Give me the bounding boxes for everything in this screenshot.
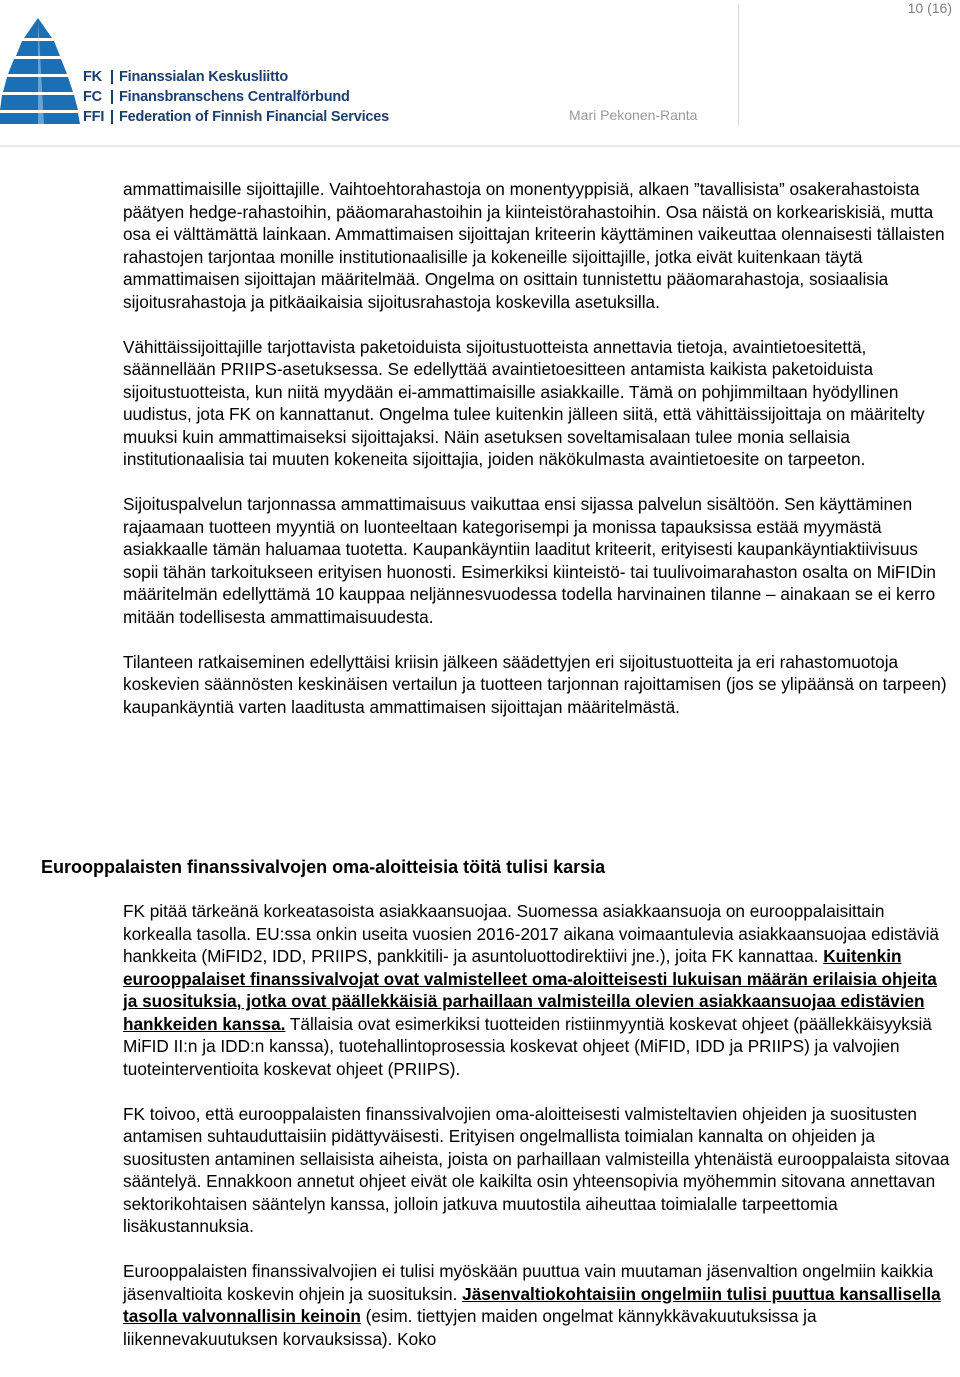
org-separator — [111, 110, 113, 124]
paragraph — [123, 900, 953, 1080]
paragraph: Vähittäissijoittajille tarjottavista paketoiduista sijoitustuotteista annettavia tietoja, avaintietoesitettä, säännellään PRIIPS-asetuksessa. Se edellyttää avaintietoesitteen antamista kaikista paketoiduista sijoitustuotteista, kun niitä myydään ei-ammattimaisille asiakkaille. Tämä on pohjimmiltaan hyödyllinen uudistus, jota FK on kannattanut. Ongelma tulee kuitenkin jälleen siitä, että vähittäissijoittaja on määritelty muuksi kuin ammattimaiseksi sijoittajaksi. Näin asetuksen soveltamisalaan tulee monia sellaisia institutionaalisia tai muuten kokeneita sijoittajia, joiden näkökulmasta avaintietoesite on tarpeeton. — [123, 336, 925, 469]
paragraph: Tilanteen ratkaiseminen edellyttäisi kriisin jälkeen säädettyjen eri sijoitustuotteita ja eri rahastomuotoja koskevien säännösten keskinäisen vertailun ja tuotteen tarjonnan rajoittamisen (jos se ylipäänsä on tarpeen) kaupankäyntiä varten laaditusta ammattimaisen sijoittajan määritelmästä. — [123, 651, 947, 717]
page-number: 10 (16) — [907, 0, 952, 16]
org-name: Federation of Finnish Financial Services — [119, 109, 389, 125]
body-section-2 — [123, 900, 953, 1373]
section-heading: Eurooppalaisten finanssivalvojen oma-aloitteisia töitä tulisi karsia — [41, 857, 606, 877]
paragraph: Sijoituspalvelun tarjonnassa ammattimaisuus vaikuttaa ensi sijassa palvelun sisältöön. Sen käyttäminen rajaamaan tuotteen myyntiä on luonteeltaan kategorisempi ja monissa tapauksissa estää myymästä asiakkaalle tämän haluamaa tuotetta. Kaupankäyntiin laaditut kriteerit, erityisesti kaupankäyntiaktiivisuus sopii tähän tarkoitukseen erityisen huonosti. Esimerkiksi kiinteistö- tai tuulivoimarahaston osalta on MiFIDin määritelmän edellyttämä 10 kauppaa neljännesvuodessa todella harvinainen tilanne – ainakaan se ei kerro mitään todellisesta ammattimaisuudesta. — [123, 494, 936, 627]
org-abbr: FFI — [83, 109, 105, 125]
emphasized-text: Jäsenvaltiokohtaisiin ongelmiin tulisi puuttua kansallisella tasolla valvonnallisin keinoin — [123, 1283, 941, 1326]
organization-names — [83, 67, 389, 127]
paragraph-text: Tällaisia ovat esimerkiksi tuotteiden ristiinmyyntiä koskevat ohjeet (päällekkäisyyksiä MiFID II:n ja IDD:n kanssa), tuotehallintoprosessia koskevat ohjeet (MiFID, IDD ja PRIIPS) ja valvojien tuoteinterventioita koskevat ohjeet (PRIIPS). — [123, 1013, 932, 1079]
paragraph: FK toivoo, että eurooppalaisten finanssivalvojien oma-aloitteisesti valmisteltavien ohjeiden ja suositusten antamisen suhtauduttaisiin pidättyväisesti. Erityisen ongelmallista toimialan kannalta on ohjeiden ja suositusten antaminen sellaisista aiheista, joista on parhaillaan valmisteilla yhtenäistä eurooppalaista sitovaa sääntelyä. Ennakkoon annetut ohjeet eivät ole kaikilta osin yhteensopivia myöhemmin sitovana annettavan sektorikohtaisen sääntelyn kanssa, jolloin jatkuva muutostila aiheuttaa toimialalle tarpeettomia lisäkustannuksia. — [123, 1103, 950, 1236]
org-name: Finanssialan Keskusliitto — [119, 69, 289, 85]
paragraph-text: FK pitää tärkeänä korkeatasoista asiakkaansuojaa. Suomessa asiakkaansuoja on eurooppalaisittain korkealla tasolla. EU:ssa onkin useita vuosien 2016-2017 aikana voimaantulevia asiakkaansuojaa edistäviä hankkeita (MiFID2, IDD, PRIIPS, pankkitili- ja asuntoluottodirektiivi jne.), joita FK kannattaa. — [123, 901, 939, 966]
paragraph-text: (esim. tiettyjen maiden ongelmat kännykkävakuutuksissa ja liikennevakuutuksen korvauksissa). Koko — [123, 1306, 817, 1349]
paragraph-text: Eurooppalaisten finanssivalvojien ei tulisi myöskään puuttua vain muutaman jäsenvaltion ongelmiin kaikkia jäsenvaltioita koskevin ohjein ja suosituksin. — [123, 1261, 934, 1304]
org-line-fk — [83, 67, 389, 87]
org-line-fc — [83, 87, 389, 107]
emphasized-text: Kuitenkin eurooppalaiset finanssivalvojat ovat valmistelleet oma-aloitteisesti lukuisan määrän erilaisia ohjeita ja suosituksia, jotka ovat päällekkäisiä parhaillaan valmisteilla olevien asiakkaansuojaa edistävien hankkeiden kanssa. — [123, 946, 937, 1034]
paragraph: ammattimaisille sijoittajille. Vaihtoehtorahastoja on monentyyppisiä, alkaen ”tavallisista” osakerahastoista päätyen hedge-rahastoihin, pääomarahastoihin ja kiinteistörahastoihin. Osa näistä on korkeariskisiä, mutta osa ei välttämättä lainkaan. Ammattimaisen sijoittajan kriteerin käyttäminen vaikeuttaa olennaisesti tällaisten rahastojen tarjontaa monille institutionaalisille ja kokeneille sijoittajille, jotka eivät kuitenkaan täytä ammattimaisen sijoittajan määritelmää. Ongelma on osittain tunnistettu pääomarahastoja, sosiaalisia sijoitusrahastoja ja pitkäaikaisia sijoitusrahastoja koskevilla asetuksilla. — [123, 179, 945, 312]
sail-logo-icon — [0, 18, 80, 124]
org-abbr: FC — [83, 89, 102, 105]
paragraph — [123, 1260, 953, 1350]
org-line-ffi — [83, 107, 389, 127]
header-horizontal-divider — [0, 145, 960, 147]
header-vertical-divider — [738, 4, 739, 126]
author-name: Mari Pekonen-Ranta — [569, 107, 698, 123]
org-abbr: FK — [83, 69, 102, 85]
org-name: Finansbranschens Centralförbund — [119, 89, 350, 105]
body-section-1 — [123, 178, 953, 741]
org-separator — [111, 90, 113, 104]
org-separator — [111, 70, 113, 84]
